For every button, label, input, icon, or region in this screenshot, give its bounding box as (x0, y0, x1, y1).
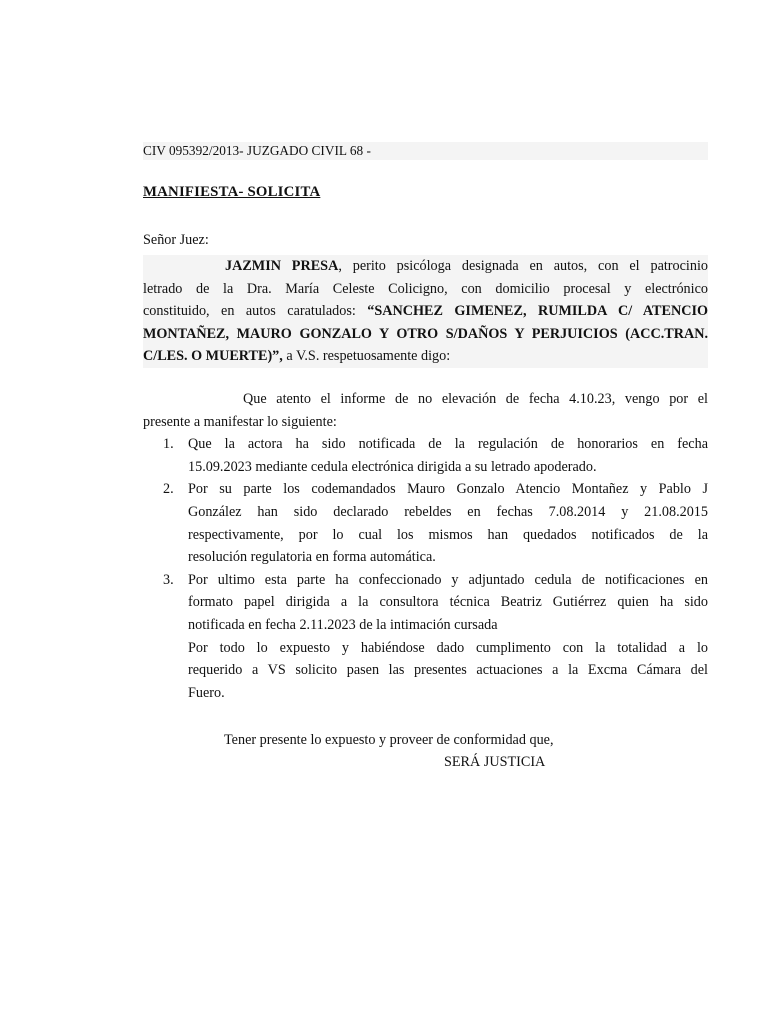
list-item-line: formato papel dirigida a la consultora técnica Beatriz Gutiérrez quien ha sido (188, 594, 708, 611)
intro-line-2: letrado de la Dra. María Celeste Colicigno, con domicilio procesal y electrónico (143, 280, 708, 297)
closing-sentence: Tener presente lo expuesto y proveer de conformidad que, (224, 732, 554, 748)
list-item-number: 3. (163, 571, 174, 588)
list-item-line: requerido a VS solicito pasen las presentes actuaciones a la Excma Cámara del (188, 662, 708, 679)
sign-off: SERÁ JUSTICIA (444, 754, 546, 770)
case-header: CIV 095392/2013- JUZGADO CIVIL 68 - (143, 142, 708, 160)
list-item-line: respectivamente, por lo cual los mismos han quedados notificados de la (188, 526, 708, 543)
list-item-number: 2. (163, 481, 174, 498)
list-item-line: 15.09.2023 mediante cedula electrónica dirigida a su letrado apoderado. (188, 458, 597, 475)
list-item-line: González han sido declarado rebeldes en fechas 7.08.2014 y 21.08.2015 (188, 503, 708, 520)
salutation: Señor Juez: (143, 232, 209, 248)
case-caption-part-1: “SANCHEZ GIMENEZ, RUMILDA C/ ATENCIO (367, 303, 708, 320)
list-item (143, 478, 708, 568)
case-caption-part-3: C/LES. O MUERTE)”, (143, 348, 283, 365)
numbered-list (143, 433, 708, 704)
intro-line-5-text: a V.S. respetuosamente digo: (282, 348, 451, 365)
list-item (143, 433, 708, 478)
intro-line-5 (143, 345, 708, 368)
body-block (143, 388, 708, 704)
list-item-line: Por su parte los codemandados Mauro Gonzalo Atencio Montañez y Pablo J (188, 481, 708, 498)
list-item-number: 1. (163, 436, 174, 453)
para1-line-1: Que atento el informe de no elevación de fecha 4.10.23, vengo por el (243, 391, 708, 407)
list-item-line: Fuero. (188, 684, 225, 701)
list-item-line: notificada en fecha 2.11.2023 de la intimación cursada (188, 616, 498, 633)
list-item (143, 569, 708, 705)
intro-line-3-text: constituido, en autos caratulados: (143, 303, 368, 320)
para1-line-2: presente a manifestar lo siguiente: (143, 413, 337, 430)
document-title: MANIFIESTA- SOLICITA (143, 184, 321, 200)
list-item-line: Que la actora ha sido notificada de la regulación de honorarios en fecha (188, 436, 708, 453)
expert-name: JAZMIN PRESA (225, 258, 339, 274)
intro-line-1 (143, 255, 708, 278)
list-item-line: Por todo lo expuesto y habiéndose dado cumplimento con la totalidad a lo (188, 639, 708, 656)
intro-paragraph (143, 255, 708, 368)
intro-line-1-text: , perito psicóloga designada en autos, con el patrocinio (338, 258, 708, 274)
case-caption-part-2: MONTAÑEZ, MAURO GONZALO Y OTRO S/DAÑOS Y PERJUICIOS (ACC.TRAN. (143, 325, 708, 342)
list-item-line: Por ultimo esta parte ha confeccionado y adjuntado cedula de notificaciones en (188, 571, 708, 588)
list-item-line: resolución regulatoria en forma automática. (188, 549, 436, 566)
intro-line-3 (143, 300, 708, 323)
